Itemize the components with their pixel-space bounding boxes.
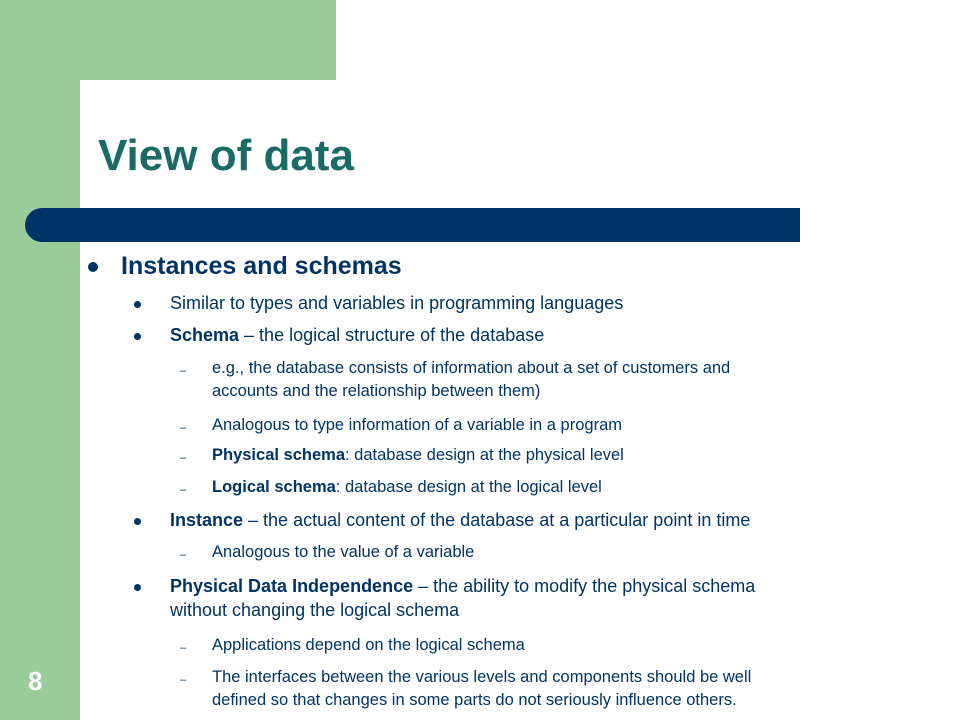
sub-physical-schema bbox=[212, 446, 624, 466]
bullet-icon bbox=[134, 584, 141, 591]
bullet-instance bbox=[170, 510, 750, 532]
sub-applications: Applications depend on the logical schema bbox=[212, 636, 525, 654]
sub-eg-line-2: accounts and the relationship between them) bbox=[212, 382, 541, 400]
pdi-definition: – the ability to modify the physical schema bbox=[413, 576, 756, 596]
sidebar-decoration bbox=[0, 0, 80, 720]
bullet-icon bbox=[134, 301, 141, 308]
dash-icon: – bbox=[180, 642, 187, 654]
bullet-similar: Similar to types and variables in programming languages bbox=[170, 293, 624, 313]
slide-title: View of data bbox=[98, 131, 354, 180]
term-physical-data-independence: Physical Data Independence bbox=[170, 576, 414, 596]
section-heading: Instances and schemas bbox=[121, 252, 402, 280]
title-underline-bar bbox=[25, 208, 800, 242]
bullet-schema bbox=[170, 325, 544, 347]
term-logical-schema: Logical schema bbox=[212, 478, 336, 496]
bullet-icon bbox=[134, 518, 141, 525]
sub-interfaces-line-1: The interfaces between the various levels and components should be well bbox=[212, 668, 752, 686]
bullet-pdi-line-1 bbox=[170, 576, 755, 598]
logical-schema-definition: : database design at the logical level bbox=[335, 478, 602, 496]
term-physical-schema: Physical schema bbox=[212, 446, 345, 464]
page-number: 8 bbox=[28, 666, 43, 696]
bullet-icon bbox=[134, 333, 141, 340]
instance-definition: – the actual content of the database at a particular point in time bbox=[243, 510, 751, 530]
term-schema: Schema bbox=[170, 325, 240, 345]
dash-icon: – bbox=[180, 452, 187, 464]
bullet-pdi-line-2: without changing the logical schema bbox=[170, 600, 460, 620]
dash-icon: – bbox=[180, 674, 187, 686]
sub-interfaces-line-2: defined so that changes in some parts do not seriously influence others. bbox=[212, 691, 737, 709]
dash-icon: – bbox=[180, 549, 187, 561]
term-instance: Instance bbox=[170, 510, 244, 530]
header-decoration bbox=[0, 0, 336, 80]
bullet-icon bbox=[88, 262, 98, 272]
sub-logical-schema bbox=[212, 478, 602, 498]
sub-eg-line-1: e.g., the database consists of information about a set of customers and bbox=[212, 359, 731, 377]
dash-icon: – bbox=[180, 484, 187, 496]
physical-schema-definition: : database design at the physical level bbox=[345, 446, 624, 464]
dash-icon: – bbox=[180, 422, 187, 434]
sub-analogous-value: Analogous to the value of a variable bbox=[212, 543, 475, 561]
schema-definition: – the logical structure of the database bbox=[239, 325, 545, 345]
sub-analogous-type: Analogous to type information of a variable in a program bbox=[212, 416, 622, 434]
dash-icon: – bbox=[180, 365, 187, 377]
